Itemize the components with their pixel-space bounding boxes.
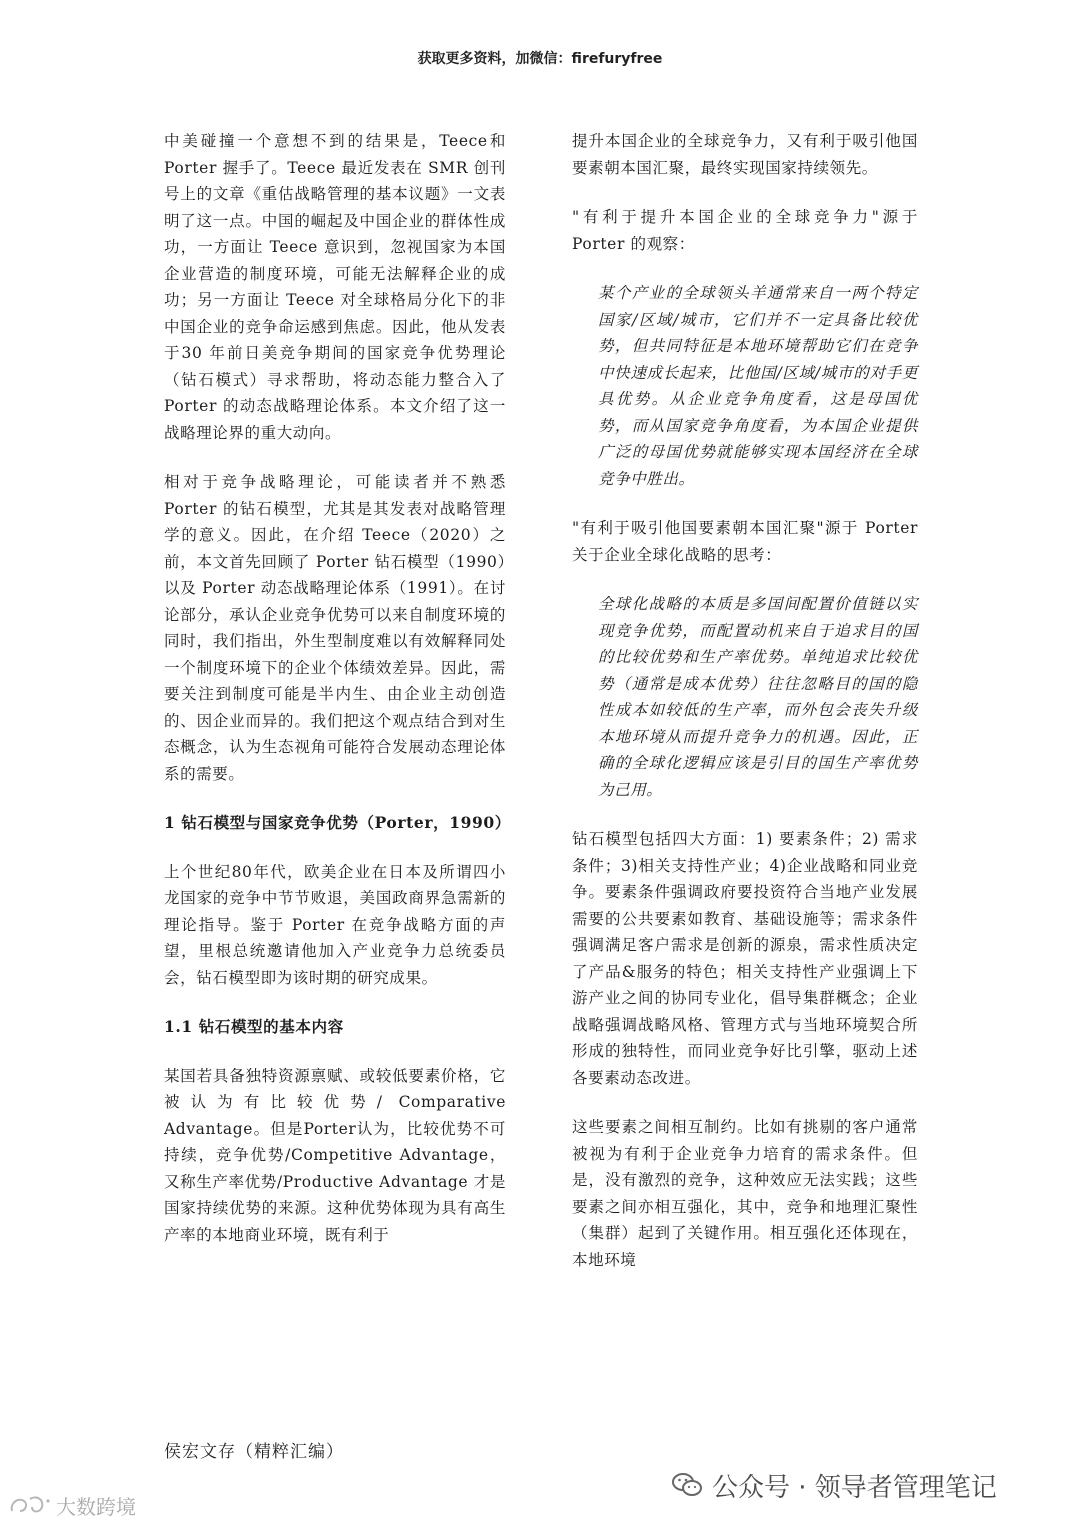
paragraph: 钻石模型包括四大方面：1) 要素条件；2) 需求条件；3)相关支持性产业；4)企业战略和同业竞争。要素条件强调政府要投资符合当地产业发展需要的公共要素如教育、基础设施等；需求条件强调满足客户需求是创新的源泉，需求性质决定了产品&服务的特色；相关支持性产业强调上下游产业之间的协同专业化，倡导集群概念；企业战略强调战略风格、管理方式与当地环境契合所形成的独特性，而同业竞争好比引擎，驱动上述各要素动态改进。 [572, 830, 918, 1087]
brand-watermark [8, 1490, 136, 1520]
subsection-heading: 1.1 钻石模型的基本内容 [164, 1017, 344, 1036]
right-column [572, 128, 918, 1273]
block-quote: 全球化战略的本质是多国间配置价值链以实现竞争优势，而配置动机来自于追求目的国的比较优势和生产率优势。单纯追求比较优势（通常是成本优势）往往忽略目的国的隐性成本如较低的生产率，而外包会丧失升级本地环境从而提升竞争力的机遇。因此，正确的全球化逻辑应该是引目的国生产率优势为己用。 [598, 595, 918, 799]
paragraph: 相对于竞争战略理论，可能读者并不熟悉 Porter 的钻石模型，尤其是其发表对战略管理学的意义。因此，在介绍 Teece（2020）之前，本文首先回顾了 Porter 钻石模型（1990）以及 Porter 动态战略理论体系（1991）。在讨论部分，承认企业竞争优势可以来自制度环境的同时，我们指出，外生型制度难以有效解释同处一个制度环境下的企业个体绩效差异。因此，需要关注到制度可能是半内生、由企业主动创造的、因企业而异的。我们把这个观点结合到对生态概念，认为生态视角可能符合发展动态理论体系的需要。 [164, 473, 506, 783]
paragraph: 中美碰撞一个意想不到的结果是，Teece和 Porter 握手了。Teece 最近发表在 SMR 创刊号上的文章《重估战略管理的基本议题》一文表明了这一点。中国的崛起及中国企业的群体性成功，一方面让 Teece 意识到，忽视国家为本国企业营造的制度环境，可能无法解释企业的成功；另一方面让 Teece 对全球格局分化下的非中国企业的竞争命运感到焦虑。因此，他从发表于30 年前日美竞争期间的国家竞争优势理论（钻石模式）寻求帮助，将动态能力整合入了 Porter 的动态战略理论体系。本文介绍了这一战略理论界的重大动向。 [164, 132, 506, 442]
wechat-watermark [672, 1465, 997, 1505]
paragraph: 提升本国企业的全球竞争力，又有利于吸引他国要素朝本国汇聚，最终实现国家持续领先。 [572, 132, 918, 177]
paragraph: 这些要素之间相互制约。比如有挑剔的客户通常被视为有利于企业竞争力培育的需求条件。但是，没有激烈的竞争，这种效应无法实践；这些要素之间亦相互强化，其中，竞争和地理汇聚性（集群）起到了关键作用。相互强化还体现在，本地环境 [572, 1118, 918, 1269]
paragraph: "有利于提升本国企业的全球竞争力"源于 Porter 的观察： [572, 208, 918, 253]
footer-title: 侯宏文存（精粹汇编） [164, 1442, 344, 1462]
block-quote: 某个产业的全球领头羊通常来自一两个特定国家/区域/城市，它们并不一定具备比较优势，但共同特征是本地环境帮助它们在竞争中快速成长起来，比他国/区域/城市的对手更具优势。从企业竞争角度看，这是母国优势，而从国家竞争角度看，为本国企业提供广泛的母国优势就能够实现本国经济在全球竞争中胜出。 [598, 284, 918, 488]
wechat-label: 公众号 · 领导者管理笔记 [712, 1472, 997, 1503]
brand-label: 大数跨境 [56, 1494, 136, 1519]
header-note: 获取更多资料，加微信：firefuryfree [417, 51, 663, 67]
paragraph: 某国若具备独特资源禀赋、或较低要素价格，它被认为有比较优势/ Comparative Advantage。但是Porter认为，比较优势不可持续，竞争优势/Competitive Advantage，又称生产率优势/Productive Advantage 才是国家持续优势的来源。这种优势体现为具有高生产率的本地商业环境，既有利于 [164, 1066, 506, 1244]
brand-logo-icon [8, 1493, 52, 1517]
wechat-icon [672, 1472, 702, 1498]
section-heading: 1 钻石模型与国家竞争优势（Porter，1990） [164, 813, 511, 832]
paragraph: 上个世纪80年代，欧美企业在日本及所谓四小龙国家的竞争中节节败退，美国政商界急需新的理论指导。鉴于 Porter 在竞争战略方面的声望，里根总统邀请他加入产业竞争力总统委员会，钻石模型即为该时期的研究成果。 [164, 862, 506, 987]
left-column [164, 128, 511, 1248]
paragraph: "有利于吸引他国要素朝本国汇聚"源于 Porter 关于企业全球化战略的思考： [572, 519, 918, 564]
